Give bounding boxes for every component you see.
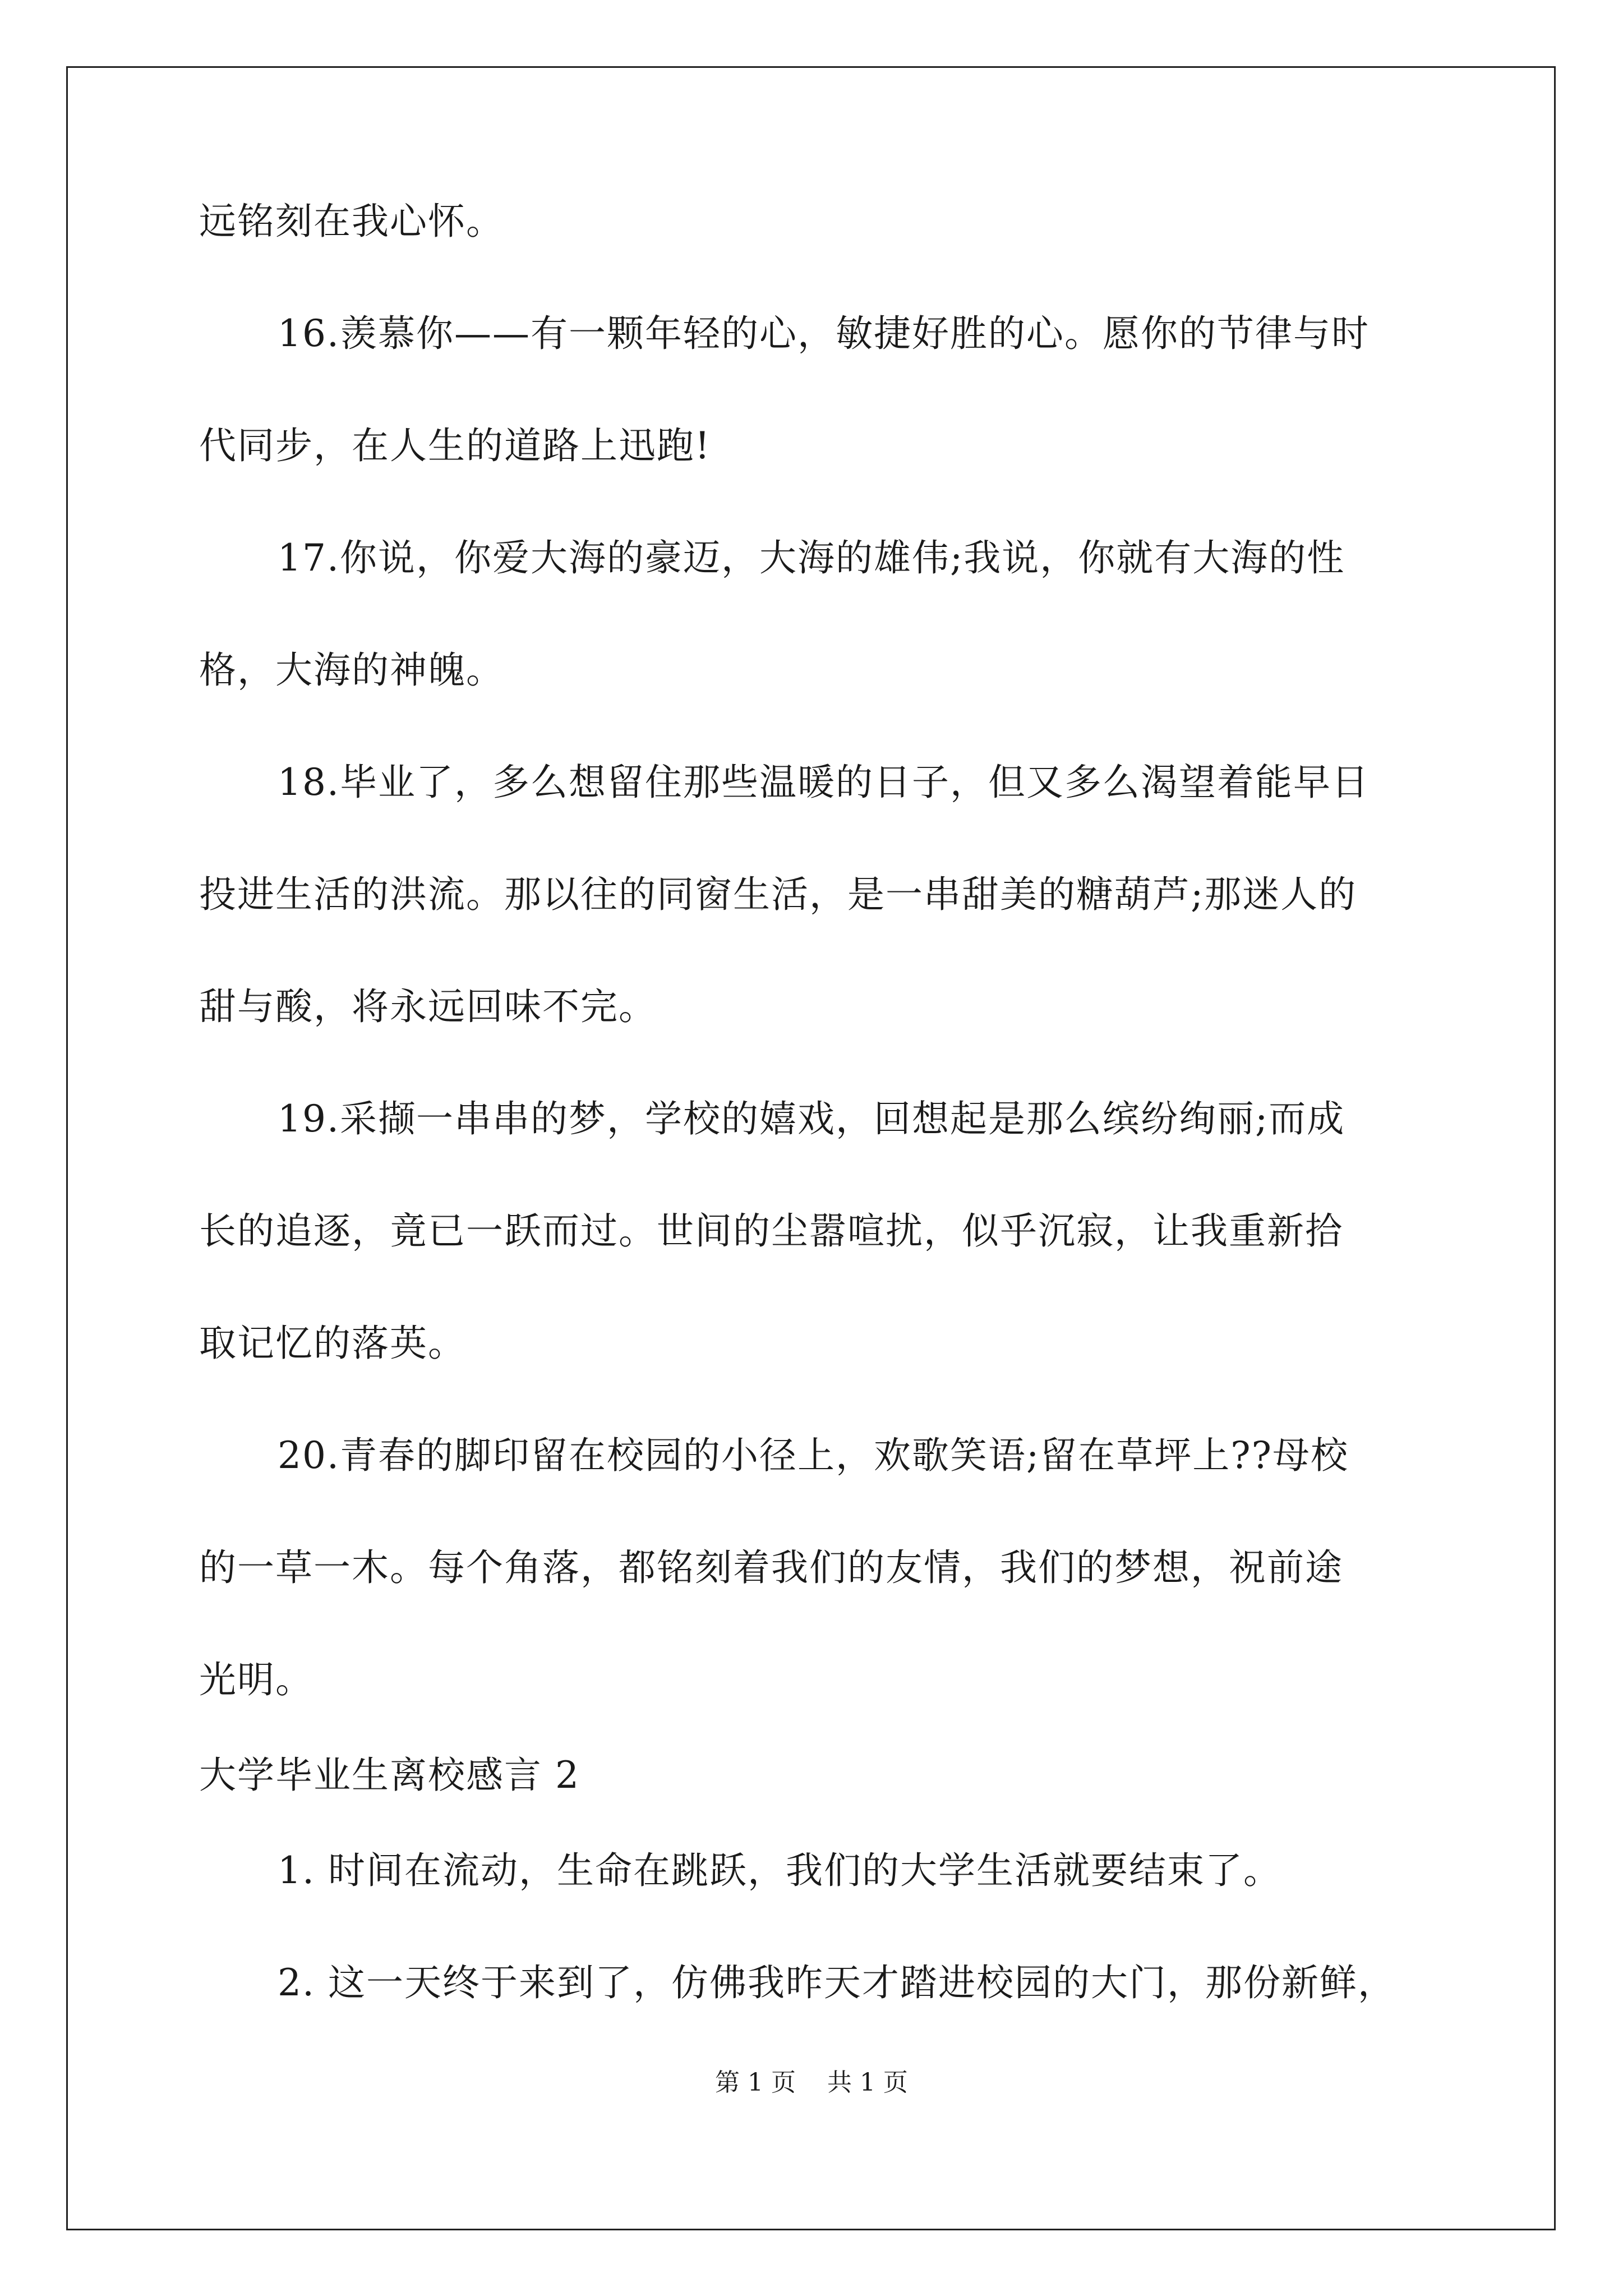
paragraph-18-line-2: 投进生活的洪流。那以往的同窗生活，是一串甜美的糖葫芦;那迷人的 bbox=[199, 873, 1357, 916]
section-heading: 大学毕业生离校感言 2 bbox=[199, 1754, 580, 1797]
paragraph-16-line-2: 代同步，在人生的道路上迅跑! bbox=[199, 424, 711, 467]
paragraph-19-line-2: 长的追逐，竟已一跃而过。世间的尘嚣喧扰，似乎沉寂，让我重新拾 bbox=[199, 1209, 1343, 1253]
paragraph-18-line-3: 甜与酸，将永远回味不完。 bbox=[199, 985, 657, 1028]
list-item-2: 2. 这一天终于来到了，仿佛我昨天才踏进校园的大门，那份新鲜， bbox=[278, 1961, 1396, 2004]
body-line: 远铭刻在我心怀。 bbox=[199, 200, 504, 243]
paragraph-16-line-1: 16.羡慕你——有一颗年轻的心，敏捷好胜的心。愿你的节律与时 bbox=[278, 312, 1370, 355]
list-item-1: 1. 时间在流动，生命在跳跃，我们的大学生活就要结束了。 bbox=[278, 1849, 1281, 1892]
paragraph-19-line-3: 取记忆的落英。 bbox=[199, 1322, 466, 1365]
paragraph-17-line-1: 17.你说，你爱大海的豪迈，大海的雄伟;我说，你就有大海的性 bbox=[278, 536, 1345, 579]
page-border bbox=[66, 66, 1556, 2230]
paragraph-19-line-1: 19.采撷一串串的梦，学校的嬉戏，回想起是那么缤纷绚丽;而成 bbox=[278, 1097, 1345, 1140]
page-footer: 第 1 页 共 1 页 bbox=[715, 2068, 908, 2097]
paragraph-20-line-1: 20.青春的脚印留在校园的小径上，欢歌笑语;留在草坪上??母校 bbox=[278, 1434, 1349, 1477]
paragraph-20-line-3: 光明。 bbox=[199, 1658, 313, 1701]
paragraph-18-line-1: 18.毕业了，多么想留住那些温暖的日子，但又多么渴望着能早日 bbox=[278, 761, 1370, 804]
paragraph-20-line-2: 的一草一木。每个角落，都铭刻着我们的友情，我们的梦想，祝前途 bbox=[199, 1546, 1343, 1589]
paragraph-17-line-2: 格，大海的神魄。 bbox=[199, 648, 504, 692]
